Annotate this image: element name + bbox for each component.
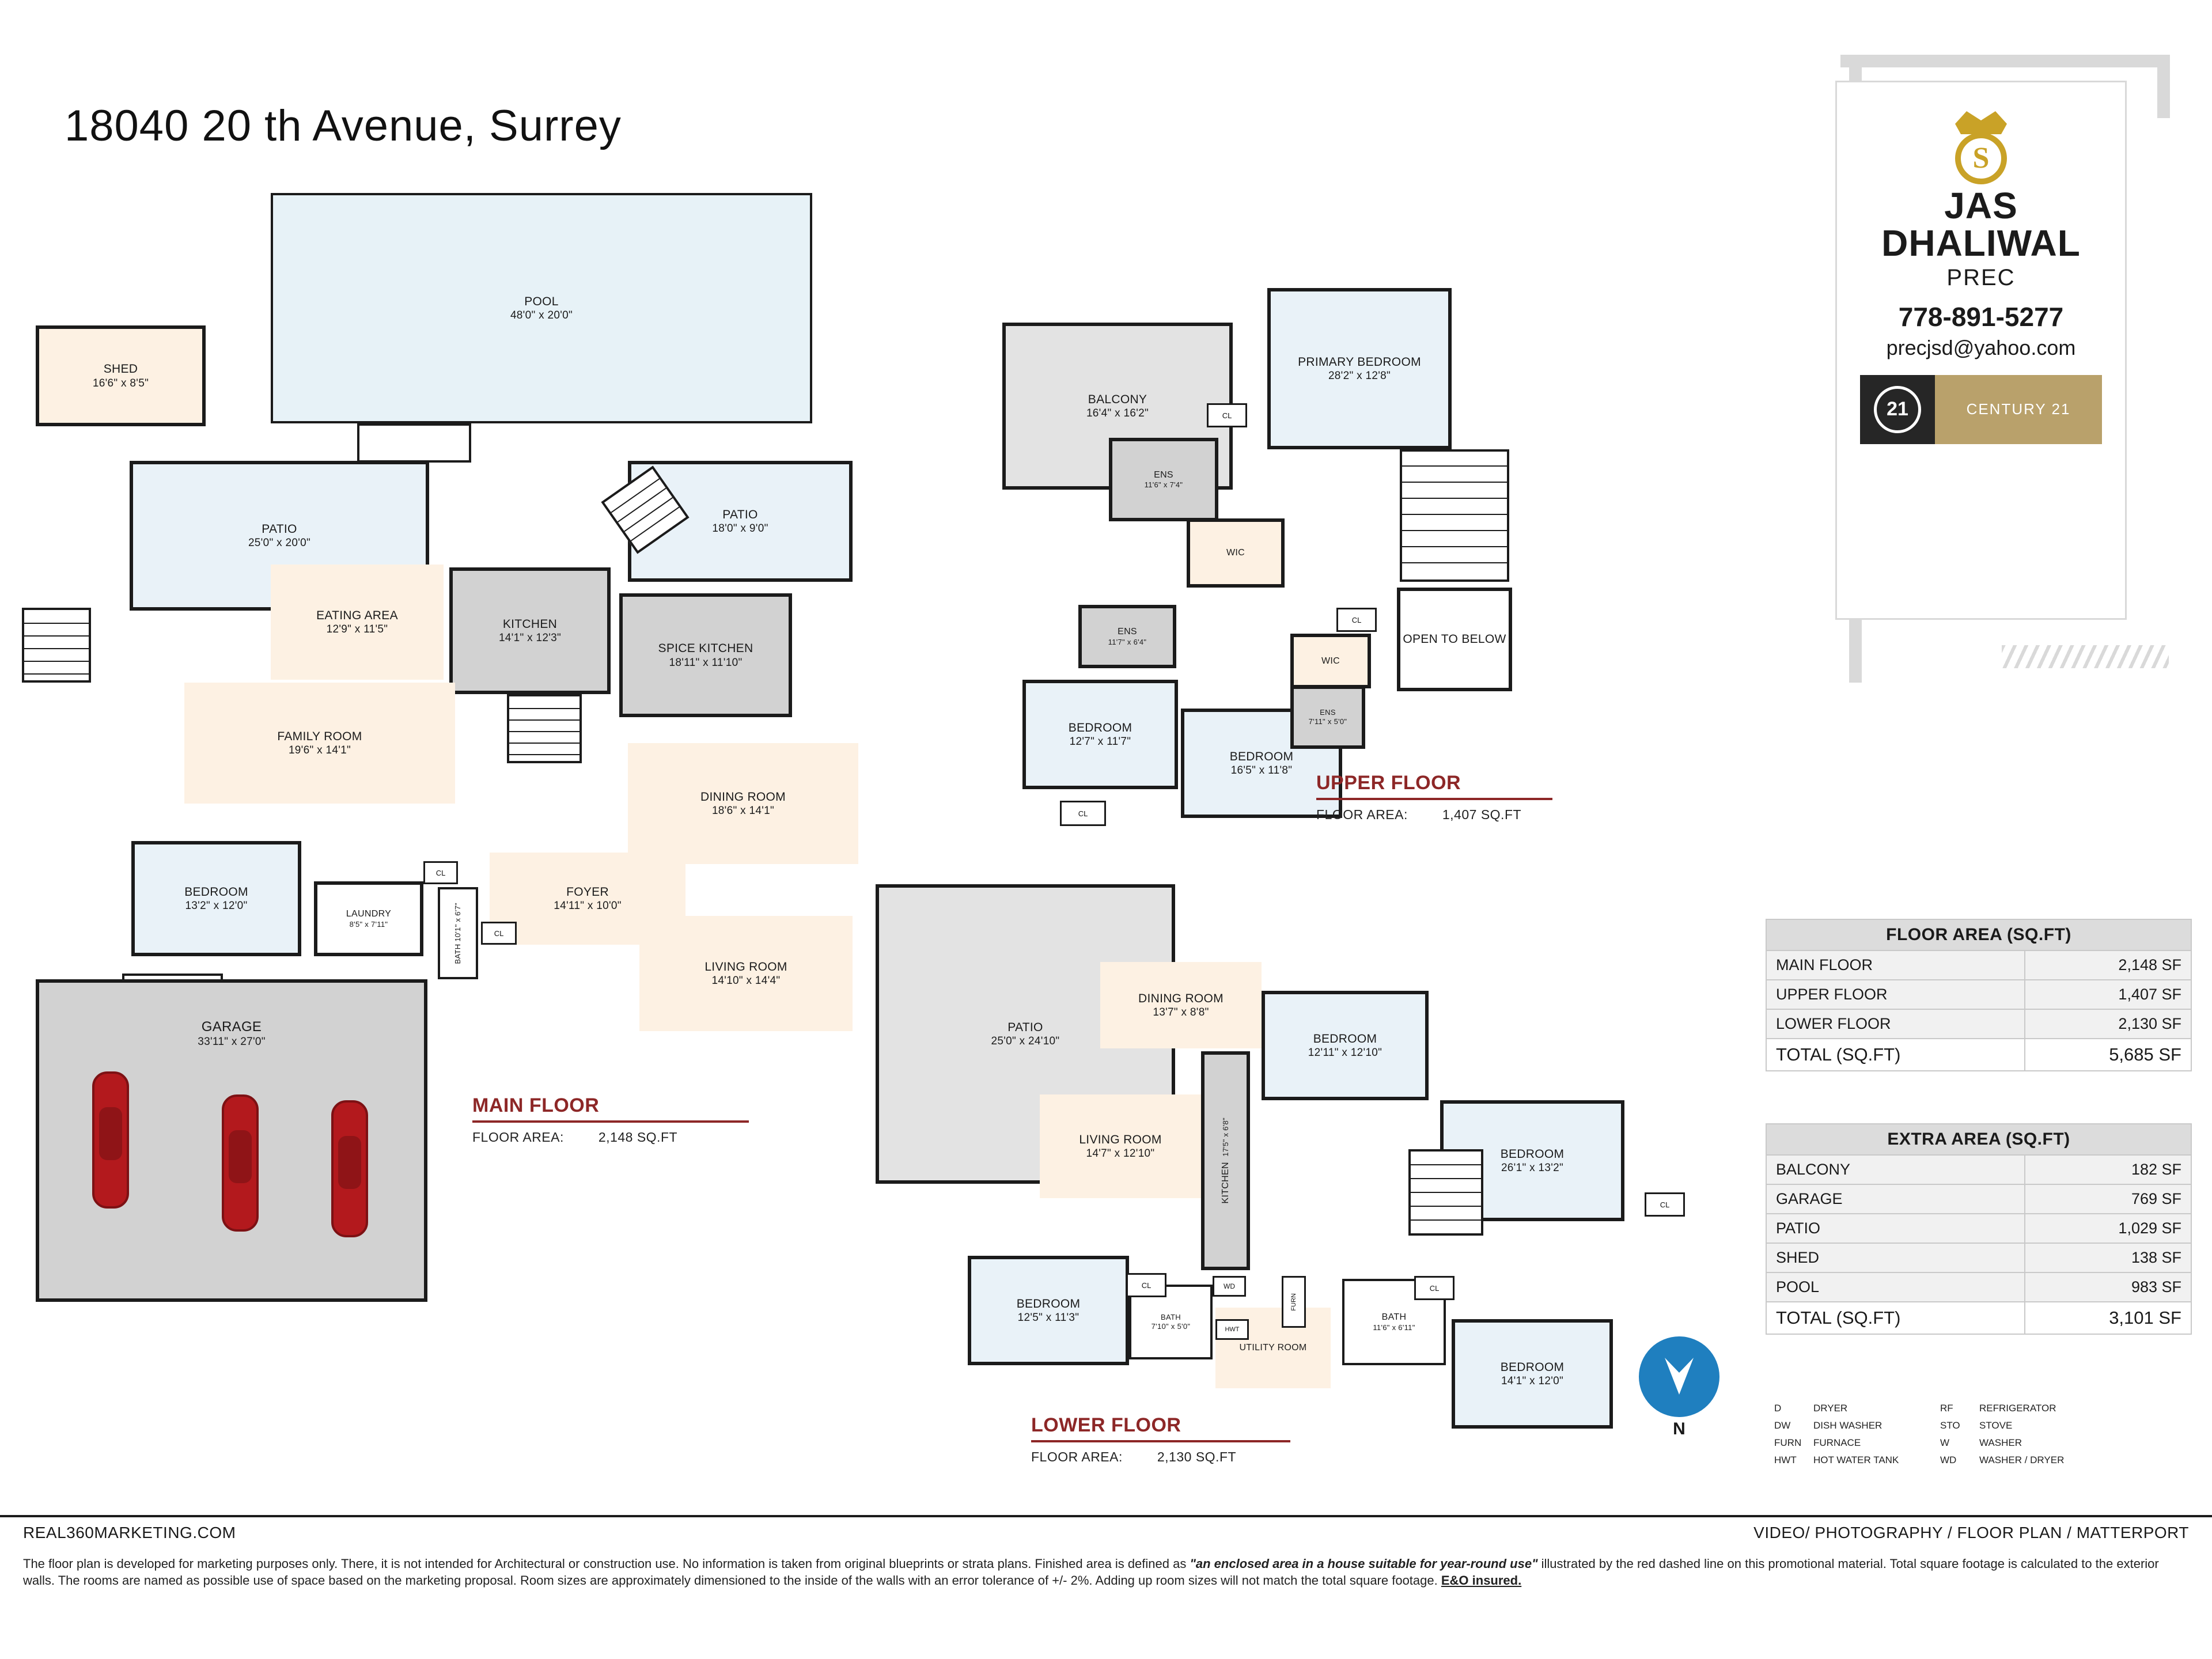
sign-post-right [2157,55,2170,118]
tag-closet: CL [1645,1192,1685,1217]
room-kitchen-lower: KITCHEN 17'5" x 6'8" [1201,1051,1250,1270]
extra-area-table [1766,1123,2192,1335]
room-bath-lower-2: BATH 11'6" x 6'11" [1342,1279,1446,1365]
tag-closet: CL [1060,801,1106,826]
stairs-exterior [22,608,91,683]
legend-text: REFRIGERATOR [1979,1403,2056,1414]
century21-badge: 21 [1860,375,1935,444]
room-living-main: LIVING ROOM 14'10" x 14'4" [639,916,853,1031]
sign-base-hatch [2002,645,2169,668]
room-bedroom-main: BEDROOM 13'2" x 12'0" [131,841,301,956]
agent-email[interactable]: precjsd@yahoo.com [1886,335,2076,359]
room-laundry: LAUNDRY 8'5" x 7'11" [314,881,423,956]
room-garage: GARAGE 33'11" x 27'0" [36,979,427,1302]
legend-abbr: W [1940,1437,1950,1448]
svg-text:S: S [1972,142,1990,175]
tag-closet: CL [481,922,517,945]
agent-prec: PREC [1946,264,2016,290]
room-bedroom-lower-4: BEDROOM 14'1" x 12'0" [1452,1319,1613,1429]
stairs-upper [1400,449,1509,582]
tag-closet: CL [1414,1276,1455,1300]
page-title: 18040 20 th Avenue, Surrey [65,101,622,150]
disclaimer-part-1: The floor plan is developed for marketing purposes only. There, it is not intended for Architectural or construction use. No information is taken from original blueprints or strata plans. Finished area is defined as [23,1556,1190,1571]
tag-hot-water-tank: HWT [1215,1319,1249,1340]
compass-north-label: N [1673,1419,1685,1438]
stairs-lower [1408,1149,1483,1236]
crown-logo-icon [1944,101,2018,187]
table-row: POOL 983 SF [1766,1272,2191,1302]
legend-text: HOT WATER TANK [1813,1455,1899,1465]
room-bath-lower-1: BATH 7'10" x 5'0" [1129,1285,1213,1359]
table-row: GARAGE 769 SF [1766,1184,2191,1214]
lower-floor-caption: LOWER FLOOR FLOOR AREA: 2,130 SQ.FT [1031,1414,1302,1465]
table-row: PATIO 1,029 SF [1766,1214,2191,1243]
extra-area-header: EXTRA AREA (SQ.FT) [1766,1124,2191,1155]
table-row: LOWER FLOOR 2,130 SF [1766,1009,2191,1039]
table-row: MAIN FLOOR 2,148 SF [1766,950,2191,980]
sign-crossbar [1840,55,2163,67]
legend-abbr: WD [1940,1455,1957,1465]
footer-divider [0,1515,2212,1517]
tag-closet: CL [423,861,458,884]
tag-closet: CL [1336,608,1377,632]
disclaimer-emphasis: "an enclosed area in a house suitable for year-round use" [1190,1556,1538,1571]
car-icon [222,1094,259,1232]
legend-text: WASHER [1979,1437,2022,1448]
legend-abbr: DW [1774,1420,1791,1431]
tag-furnace: FURN [1282,1276,1306,1328]
main-floor-caption: MAIN FLOOR FLOOR AREA: 2,148 SQ.FT [472,1094,760,1145]
legend-abbr: RF [1940,1403,1953,1414]
agent-phone[interactable]: 778-891-5277 [1898,301,2064,332]
table-row: SHED 138 SF [1766,1243,2191,1272]
footer-services: VIDEO/ PHOTOGRAPHY / FLOOR PLAN / MATTERPORT [1753,1524,2189,1541]
room-bedroom-upper-1: BEDROOM 12'7" x 11'7" [1022,680,1178,789]
room-primary-bedroom: PRIMARY BEDROOM 28'2" x 12'8" [1267,288,1452,449]
room-patio-left: PATIO 25'0" x 20'0" [130,461,429,611]
tag-closet: CL [1207,403,1247,427]
room-family: FAMILY ROOM 19'6" x 14'1" [184,683,455,804]
legend-abbr: STO [1940,1420,1960,1431]
table-row-total: TOTAL (SQ.FT) 5,685 SF [1766,1039,2191,1071]
tag-washer-dryer: WD [1213,1276,1246,1297]
disclaimer [23,1555,2189,1589]
room-pool: POOL 48'0" x 20'0" [271,193,812,423]
car-icon [331,1100,368,1237]
stairs-main [507,694,582,763]
car-icon [92,1071,129,1209]
legend-abbr: HWT [1774,1455,1797,1465]
legend-text: FURNACE [1813,1437,1861,1448]
room-ens-primary: ENS 11'6" x 7'4" [1109,438,1218,521]
legend-text: WASHER / DRYER [1979,1455,2065,1465]
room-spice-kitchen: SPICE KITCHEN 18'11" x 11'10" [619,593,792,717]
room-balcony-upper: BALCONY 16'4" x 16'2" [1002,323,1233,490]
room-ens-2: ENS 11'7" x 6'4" [1078,605,1176,668]
agent-card [1835,81,2127,620]
legend-text: STOVE [1979,1420,2013,1431]
room-wic-2: WIC [1290,634,1371,688]
tag-closet: CL [1126,1273,1166,1297]
room-bath-main-1: BATH 10'1" x 6'7" [438,887,478,979]
room-dining-lower: DINING ROOM 13'7" x 8'8" [1100,962,1262,1048]
upper-floor-caption: UPPER FLOOR FLOOR AREA: 1,407 SQ.FT [1316,772,1564,823]
compass [1639,1336,1719,1439]
room-eating-area: EATING AREA 12'9" x 11'5" [271,565,444,680]
room-living-lower: LIVING ROOM 14'7" x 12'10" [1040,1094,1201,1198]
room-patio-right: PATIO 18'0" x 9'0" [628,461,853,582]
disclaimer-part-2: illustrated by the red dashed line on this promotional material. Total square footage is calculated to the exterior walls. The rooms are named as possible use of space based on the marketing proposal. Room sizes are approximately dimensioned to the inside of the walls with an error tolerance of +/- 2%. Adding up room sizes will not match the total square footage. [23,1556,2159,1588]
table-row: UPPER FLOOR 1,407 SF [1766,980,2191,1009]
room-shed: SHED 16'6" x 8'5" [36,325,206,426]
room-bedroom-lower-2: BEDROOM 26'1" x 13'2" [1440,1100,1624,1221]
compass-icon [1639,1336,1719,1417]
room-dining-main: DINING ROOM 18'6" x 14'1" [628,743,858,864]
century21-logo [1860,375,2102,444]
room-bedroom-upper-2: BEDROOM 16'5" x 11'8" [1181,709,1342,818]
room-bedroom-lower-3: BEDROOM 12'5" x 11'3" [968,1256,1129,1365]
floor-area-header: FLOOR AREA (SQ.FT) [1766,919,2191,950]
legend-abbr: D [1774,1403,1782,1414]
legend-abbr: FURN [1774,1437,1802,1448]
floor-area-table [1766,919,2192,1071]
table-row-total: TOTAL (SQ.FT) 3,101 SF [1766,1302,2191,1334]
century21-label: CENTURY 21 [1935,375,2102,444]
legend-text: DISH WASHER [1813,1420,1883,1431]
table-row: BALCONY 182 SF [1766,1155,2191,1184]
disclaimer-eo: E&O insured. [1441,1573,1522,1588]
footer-row [23,1524,2189,1542]
room-patio-lower: PATIO 25'0" x 24'10" [876,884,1175,1184]
agent-name: JAS DHALIWAL [1881,185,2081,264]
room-kitchen-main: KITCHEN 14'1" x 12'3" [449,567,611,694]
room-ens-3: ENS 7'11" x 5'0" [1290,685,1365,749]
footer-website[interactable]: REAL360MARKETING.COM [23,1524,236,1541]
abbreviation-legend [1774,1403,2118,1466]
room-bedroom-lower-1: BEDROOM 12'11" x 12'10" [1262,991,1429,1100]
room-open-to-below: OPEN TO BELOW [1397,588,1512,691]
pool-steps [357,423,471,463]
room-utility: UTILITY ROOM [1215,1308,1331,1388]
legend-text: DRYER [1813,1403,1848,1414]
room-wic-primary: WIC [1187,518,1285,588]
room-foyer: FOYER 14'11" x 10'0" [490,853,685,945]
